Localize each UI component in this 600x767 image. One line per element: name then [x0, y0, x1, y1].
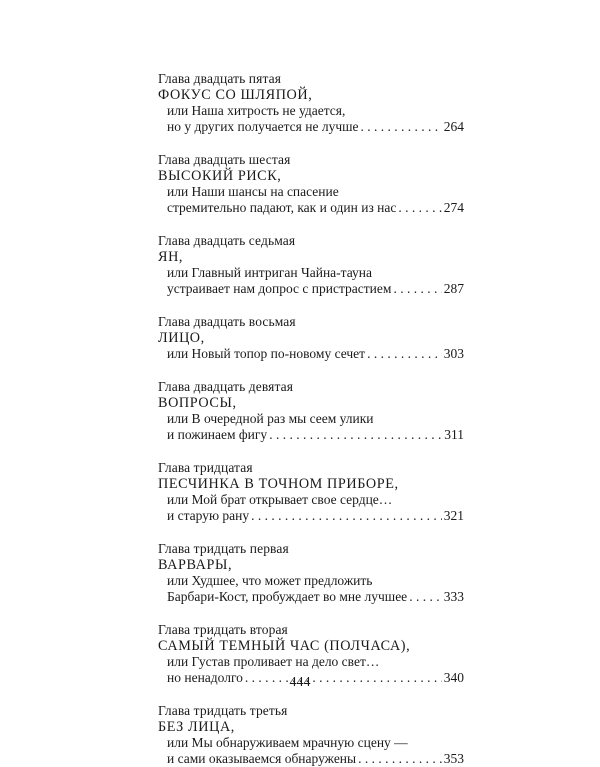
toc-entry[interactable]: [158, 460, 464, 524]
chapter-title: ВАРВАРЫ,: [158, 557, 233, 573]
toc-entry[interactable]: [158, 541, 464, 605]
chapter-subtitle-line: и пожинаем фигу: [167, 427, 268, 442]
chapter-subtitle-line: но ненадолго: [167, 670, 243, 685]
chapter-label: Глава двадцать восьмая: [158, 314, 296, 329]
chapter-page-number[interactable]: 287: [443, 281, 464, 296]
chapter-title: БЕЗ ЛИЦА,: [158, 719, 235, 735]
chapter-subtitle-line: или Худшее, что может предложить: [167, 573, 373, 588]
chapter-page-number[interactable]: 333: [443, 589, 464, 604]
dot-leader: [361, 119, 442, 135]
chapter-label: Глава тридцать третья: [158, 703, 288, 718]
table-of-contents: [158, 71, 464, 767]
chapter-page-number[interactable]: 264: [443, 119, 464, 134]
dot-leader: [269, 427, 442, 443]
dot-leader: [398, 200, 441, 216]
toc-entry[interactable]: [158, 233, 464, 297]
chapter-leader-line: [158, 119, 464, 135]
chapter-leader-line: [158, 200, 464, 216]
chapter-subtitle-line: или Наши шансы на спасение: [167, 184, 339, 199]
chapter-subtitle-line: стремительно падают, как и один из нас: [167, 200, 397, 215]
chapter-subtitle-line: Барбари-Кост, пробуждает во мне лучшее: [167, 589, 408, 604]
chapter-label: Глава двадцать пятая: [158, 71, 282, 86]
toc-entry[interactable]: [158, 314, 464, 362]
chapter-page-number[interactable]: 321: [443, 508, 464, 523]
chapter-leader-line: [158, 751, 464, 767]
chapter-title: ЛИЦО,: [158, 330, 205, 346]
chapter-subtitle-line: или Мы обнаруживаем мрачную сцену —: [167, 735, 408, 750]
toc-entry[interactable]: [158, 71, 464, 135]
chapter-leader-line: [158, 508, 464, 524]
chapter-title: ВЫСОКИЙ РИСК,: [158, 168, 282, 184]
chapter-label: Глава тридцать вторая: [158, 622, 288, 637]
chapter-title: САМЫЙ ТЕМНЫЙ ЧАС (ПОЛЧАСА),: [158, 638, 411, 654]
chapter-label: Глава двадцать девятая: [158, 379, 294, 394]
toc-entry[interactable]: [158, 379, 464, 443]
chapter-subtitle-line: или Наша хитрость не удается,: [167, 103, 346, 118]
chapter-label: Глава тридцать первая: [158, 541, 289, 556]
chapter-subtitle-line: устраивает нам допрос с пристрастием: [167, 281, 392, 296]
chapter-title: ЯН,: [158, 249, 184, 265]
chapter-subtitle-line: но у других получается не лучше: [167, 119, 359, 134]
chapter-subtitle-line: и сами оказываемся обнаружены: [167, 751, 357, 766]
chapter-leader-line: [158, 589, 464, 605]
chapter-subtitle-line: или В очередной раз мы сеем улики: [167, 411, 374, 426]
chapter-leader-line: [158, 427, 464, 443]
dot-leader: [358, 751, 442, 767]
chapter-title: ВОПРОСЫ,: [158, 395, 237, 411]
dot-leader: [367, 346, 442, 362]
chapter-subtitle-line: или Густав проливает на дело свет…: [167, 654, 380, 669]
chapter-leader-line: [158, 346, 464, 362]
chapter-page-number[interactable]: 303: [443, 346, 464, 361]
toc-entry[interactable]: [158, 703, 464, 767]
chapter-leader-line: [158, 281, 464, 297]
dot-leader: [393, 281, 441, 297]
chapter-label: Глава двадцать шестая: [158, 152, 291, 167]
dot-leader: [409, 589, 442, 605]
page-number: 444: [289, 675, 311, 690]
chapter-title: ФОКУС СО ШЛЯПОЙ,: [158, 87, 313, 103]
chapter-subtitle-line: или Новый топор по-новому сечет: [167, 346, 366, 361]
chapter-subtitle-line: или Главный интриган Чайна-тауна: [167, 265, 373, 280]
chapter-page-number[interactable]: 340: [443, 670, 464, 685]
chapter-page-number[interactable]: 353: [443, 751, 464, 766]
dot-leader: [251, 508, 442, 524]
toc-entry[interactable]: [158, 152, 464, 216]
chapter-label: Глава двадцать седьмая: [158, 233, 296, 248]
chapter-page-number[interactable]: 274: [443, 200, 464, 215]
chapter-subtitle-line: и старую рану: [167, 508, 250, 523]
chapter-page-number[interactable]: 311: [444, 427, 464, 442]
chapter-subtitle-line: или Мой брат открывает свое сердце…: [167, 492, 393, 507]
chapter-title: ПЕСЧИНКА В ТОЧНОМ ПРИБОРЕ,: [158, 476, 399, 492]
chapter-label: Глава тридцатая: [158, 460, 253, 475]
